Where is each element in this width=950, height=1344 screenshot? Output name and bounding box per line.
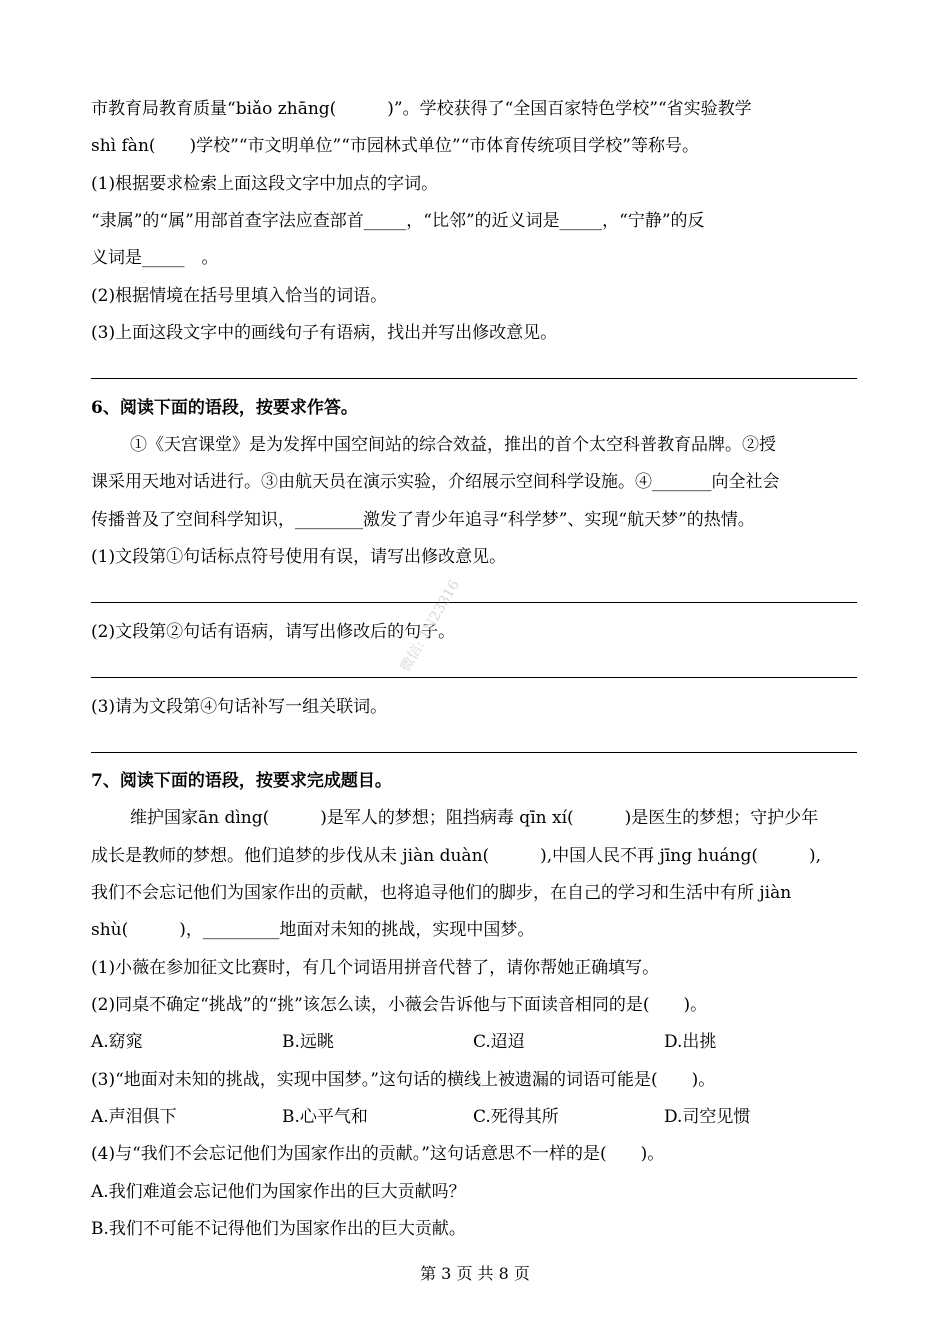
option-d: D.司空见惯 bbox=[664, 1107, 751, 1127]
question-7-2: (2)同桌不确定“挑战”的“挑”该怎么读，小薇会告诉他与下面读音相同的是( )。 bbox=[91, 995, 708, 1015]
option-b: B.心平气和 bbox=[282, 1107, 368, 1127]
question-7-passage: 我们不会忘记他们为国家作出的贡献，也将追寻他们的脚步，在自己的学习和生活中有所 jiàn bbox=[91, 883, 792, 903]
paragraph-line: 市教育局教育质量“biǎo zhāng( )”。学校获得了“全国百家特色学校”“省实验教学 bbox=[91, 99, 752, 119]
question-7-4: (4)与“我们不会忘记他们为国家作出的贡献。”这句话意思不一样的是( )。 bbox=[91, 1144, 665, 1164]
question-5-1-detail: 义词是_____ 。 bbox=[91, 248, 219, 268]
question-6-1: (1)文段第①句话标点符号使用有误，请写出修改意见。 bbox=[91, 547, 507, 567]
question-7-passage: 成长是教师的梦想。他们追梦的步伐从未 jiàn duàn( ),中国人民不再 jīng huáng( ), bbox=[91, 846, 822, 866]
question-6-title: 6、阅读下面的语段，按要求作答。 bbox=[91, 398, 358, 418]
answer-line bbox=[91, 752, 857, 753]
question-6-passage: 传播普及了空间科学知识，________激发了青少年追寻“科学梦”、实现“航天梦”的热情。 bbox=[91, 510, 755, 530]
option-c: C.迢迢 bbox=[473, 1032, 525, 1052]
option-a: A.声泪俱下 bbox=[91, 1107, 177, 1127]
question-7-title: 7、阅读下面的语段，按要求完成题目。 bbox=[91, 771, 392, 791]
question-7-passage: shù( )，_________地面对未知的挑战，实现中国梦。 bbox=[91, 920, 535, 940]
question-7-3: (3)“地面对未知的挑战，实现中国梦。”这句话的横线上被遗漏的词语可能是( )。 bbox=[91, 1070, 716, 1090]
question-5-1-detail: “隶属”的“属”用部首查字法应查部首_____，“比邻”的近义词是_____，“宁静”的反 bbox=[91, 211, 705, 231]
page-number-footer: 第 3 页 共 8 页 bbox=[420, 1264, 530, 1283]
watermark: 微信: 1N23316 bbox=[397, 577, 463, 675]
question-7-passage: 维护国家ān dìng( )是军人的梦想；阻挡病毒 qīn xí( )是医生的梦想；守护少年 bbox=[130, 808, 819, 828]
paragraph-line: shì fàn( )学校”“市文明单位”“市园林式单位”“市体育传统项目学校”等称号。 bbox=[91, 136, 699, 156]
question-6-passage: 课采用天地对话进行。③由航天员在演示实验，介绍展示空间科学设施。④_______向全社会 bbox=[91, 472, 780, 492]
question-6-passage: ①《天宫课堂》是为发挥中国空间站的综合效益，推出的首个太空科普教育品牌。②授 bbox=[130, 435, 776, 455]
option-b: B.远眺 bbox=[282, 1032, 334, 1052]
answer-line bbox=[91, 602, 857, 603]
question-6-3: (3)请为文段第④句话补写一组关联词。 bbox=[91, 697, 388, 717]
option-b: B.我们不可能不记得他们为国家作出的巨大贡献。 bbox=[91, 1219, 466, 1239]
option-c: C.死得其所 bbox=[473, 1107, 559, 1127]
option-a: A.我们难道会忘记他们为国家作出的巨大贡献吗？ bbox=[91, 1182, 466, 1202]
answer-line bbox=[91, 677, 857, 678]
option-d: D.出挑 bbox=[664, 1032, 717, 1052]
question-5-2: (2)根据情境在括号里填入恰当的词语。 bbox=[91, 286, 388, 306]
option-a: A.窈窕 bbox=[91, 1032, 143, 1052]
answer-line bbox=[91, 378, 857, 379]
question-5-3: (3)上面这段文字中的画线句子有语病，找出并写出修改意见。 bbox=[91, 323, 558, 343]
question-5-1: (1)根据要求检索上面这段文字中加点的字词。 bbox=[91, 174, 439, 194]
question-6-2: (2)文段第②句话有语病，请写出修改后的句子。 bbox=[91, 622, 456, 642]
question-7-1: (1)小薇在参加征文比赛时，有几个词语用拼音代替了，请你帮她正确填写。 bbox=[91, 958, 660, 978]
